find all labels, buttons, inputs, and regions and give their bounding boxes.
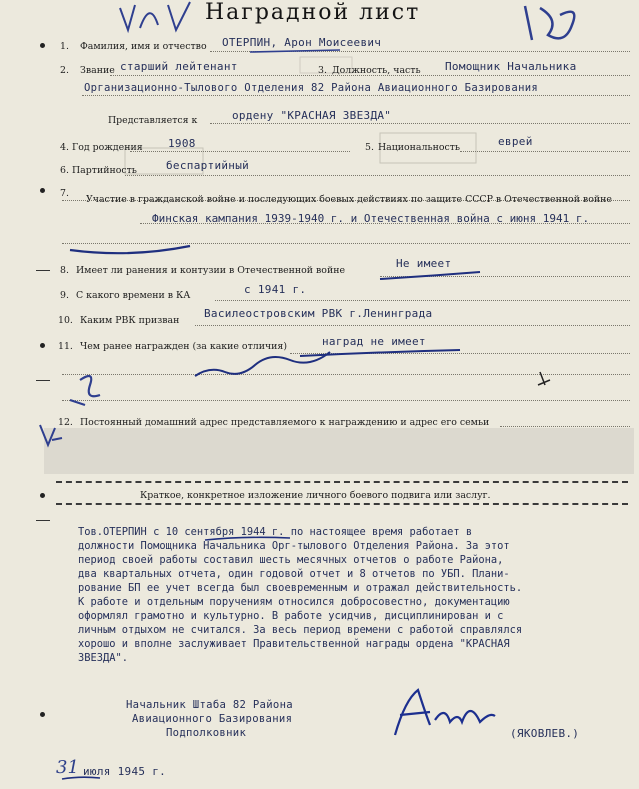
field-1-label: Фамилия, имя и отчество [80,41,207,52]
field-12-num: 12. [58,417,73,428]
narrative-line: должности Помощника Начальника Орг-тылового Отделения Района. За этот [78,540,510,552]
narrative-line: оформлял грамотно и культурно. В работе усидчив, дисциплинирован и с [78,610,504,622]
field-6-label: Партийность [72,165,137,176]
field-2-num: 2. [60,65,69,76]
field-11-value: наград не имеет [322,335,426,348]
field-3-num: 3. [318,65,327,76]
field-5-value: еврей [498,135,533,148]
field-9-value: с 1941 г. [244,283,307,296]
field-12-label: Постоянный домашний адрес представляемого к награждению и адрес его семьи [80,417,490,428]
signatory-name: (ЯКОВЛЕВ.) [510,727,580,740]
field-8-label: Имеет ли ранения и контузии в Отечественной войне [76,265,345,276]
field-10-num: 10. [58,315,73,326]
presented-to-label: Представляется к [108,115,198,126]
field-9-label: С какого времени в КА [76,290,191,301]
section-heading: Краткое, конкретное изложение личного боевого подвига или заслуг. [140,490,491,501]
document-title: Наградной лист [205,0,421,25]
field-6-num: 6. [60,165,69,176]
narrative-line: хорошо и вполне заслуживает Правительственной награды ордена "КРАСНАЯ [78,638,510,650]
field-2-label: Звание [80,65,115,76]
signature-title-line: Подполковник [166,727,247,739]
narrative-line: два квартальных отчета, один годовой отчет и 8 отчетов по УБП. Плани- [78,568,510,580]
signature-title-line: Начальник Штаба 82 Района [126,699,293,711]
field-4-value: 1908 [168,137,196,150]
field-7-value: Финская кампания 1939-1940 г. и Отечественная война с июня 1941 г. [152,212,590,225]
field-1-value: ОТЕРПИН, Арон Моисеевич [222,36,382,49]
field-8-num: 8. [60,265,69,276]
narrative-line: рование БП ее учет всегда был своевременным и отражал действительность. [78,582,523,594]
field-10-value: Василеостровским РВК г.Ленинграда [204,307,433,320]
field-1-num: 1. [60,41,69,52]
narrative-line: К работе и отдельным поручениям относился добросовестно, документацию [78,596,510,608]
field-2-value: старший лейтенант [120,60,238,73]
presented-to-value: ордену "КРАСНАЯ ЗВЕЗДА" [232,109,392,122]
narrative-line: период своей работы составил шесть месячных отчетов о работе Района, [78,554,504,566]
field-3-value-cont: Организационно-Тылового Отделения 82 Района Авиационного Базирования [84,82,539,94]
field-7-num: 7. [60,188,69,199]
field-10-label: Каким РВК призван [80,315,180,326]
field-11-num: 11. [58,341,73,352]
field-3-label: Должность, часть [332,65,421,76]
field-5-num: 5. [365,142,374,153]
field-6-value: беспартийный [166,159,250,172]
signature-title-line: Авиационного Базирования [132,713,293,725]
narrative-line: Тов.ОТЕРПИН с 10 сентября 1944 г. по настоящее время работает в [78,526,473,538]
field-9-num: 9. [60,290,69,301]
field-7-label: Участие в гражданской войне и последующих боевых действиях по защите СССР в Отечественной войне [86,194,612,205]
field-11-label: Чем ранее награжден (за какие отличия) [80,341,287,352]
field-8-value: Не имеет [396,257,452,270]
narrative-line: ЗВЕЗДА". [78,652,129,664]
field-4-num: 4. [60,142,69,153]
date-day: 31 [56,757,79,778]
field-5-label: Национальность [378,142,461,153]
narrative-line: личным отдыхом не считался. За весь период времени с работой справлялся [78,624,523,636]
field-4-label: Год рождения [72,142,143,153]
field-3-value: Помощник Начальника [445,60,577,73]
date-rest: июля 1945 г. [83,765,167,778]
